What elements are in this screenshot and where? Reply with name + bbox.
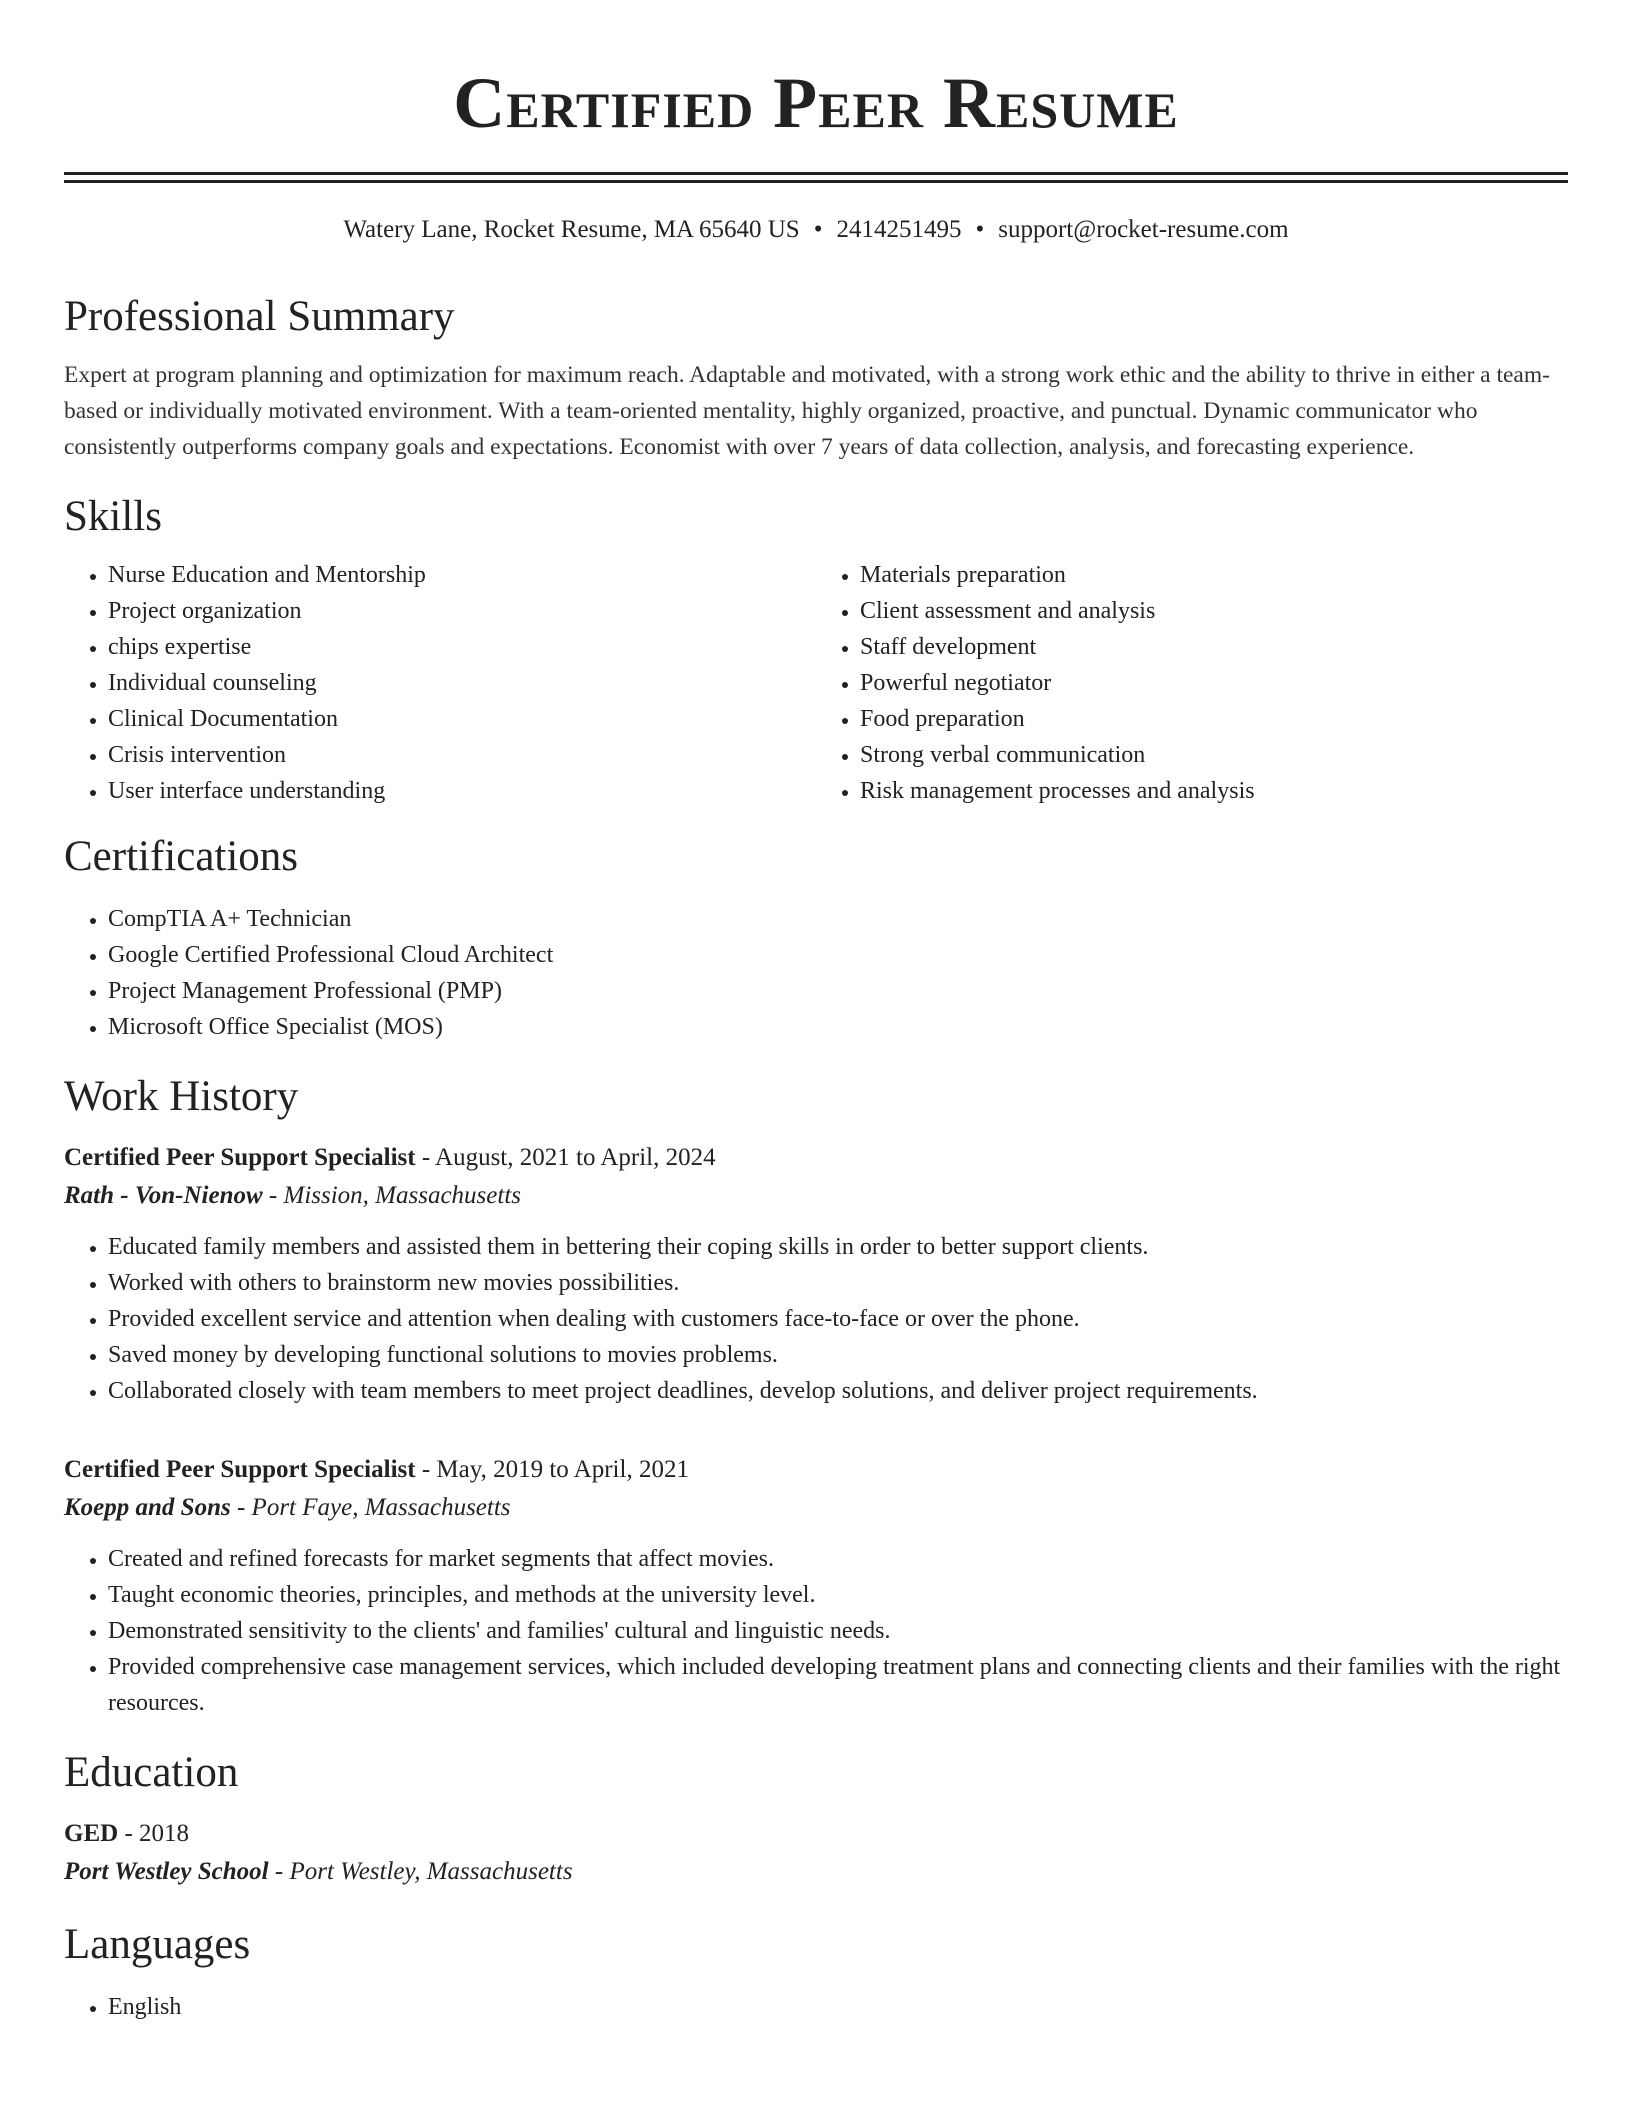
skill-item: • Powerful negotiator xyxy=(860,665,1568,701)
job-entry xyxy=(64,1451,1568,1721)
skill-item: • Clinical Documentation xyxy=(108,701,816,737)
job-company: Koepp and Sons xyxy=(64,1494,231,1521)
job-company: Rath - Von-Nienow xyxy=(64,1182,263,1209)
certification-item: • Project Management Professional (PMP) xyxy=(108,973,1568,1009)
summary-section xyxy=(64,291,1568,465)
job-bullet: • Taught economic theories, principles, and methods at the university level. xyxy=(108,1577,1568,1613)
skill-item: • Individual counseling xyxy=(108,665,816,701)
resume-title: Certified Peer Resume xyxy=(453,63,1179,143)
education-degree-line xyxy=(64,1815,1568,1853)
skill-item: • Crisis intervention xyxy=(108,737,816,773)
job-bullet: • Created and refined forecasts for market segments that affect movies. xyxy=(108,1541,1568,1577)
job-company-line xyxy=(64,1177,1568,1215)
skills-list-right xyxy=(816,557,1568,809)
work-history-heading: Work History xyxy=(64,1073,299,1120)
certifications-list xyxy=(64,901,1568,1045)
job-dates: - May, 2019 to April, 2021 xyxy=(415,1456,689,1483)
skill-item: • User interface understanding xyxy=(108,773,816,809)
job-bullet: • Saved money by developing functional solutions to movies problems. xyxy=(108,1337,1568,1373)
job-dates: - August, 2021 to April, 2024 xyxy=(415,1144,716,1171)
skills-columns xyxy=(64,557,1568,809)
skills-heading: Skills xyxy=(64,493,162,540)
contact-phone: 2414251495 xyxy=(836,216,962,243)
title-divider xyxy=(64,172,1568,183)
contact-separator: • xyxy=(975,216,985,243)
languages-heading: Languages xyxy=(64,1921,251,1968)
job-location: - Mission, Massachusetts xyxy=(262,1182,521,1209)
certification-item: • Microsoft Office Specialist (MOS) xyxy=(108,1009,1568,1045)
skills-section xyxy=(64,491,1568,809)
contact-email: support@rocket-resume.com xyxy=(998,216,1289,243)
education-school: Port Westley School xyxy=(64,1858,269,1885)
summary-text: Expert at program planning and optimization for maximum reach. Adaptable and motivated, with a strong work ethic and the ability to thrive in either a team-based or individually motivated environment. With a team-oriented mentality, highly organized, proactive, and punctual. Dynamic communicator who consistently outperforms company goals and expectations. Economist with over 7 years of data collection, analysis, and forecasting experience. xyxy=(64,362,1550,460)
languages-list xyxy=(64,1989,1568,2025)
job-bullet: • Educated family members and assisted them in bettering their coping skills in order to better support clients. xyxy=(108,1229,1568,1265)
languages-section xyxy=(64,1919,1568,2025)
certification-item: • Google Certified Professional Cloud Architect xyxy=(108,937,1568,973)
job-bullet: • Worked with others to brainstorm new movies possibilities. xyxy=(108,1265,1568,1301)
contact-line xyxy=(64,213,1568,247)
education-year: - 2018 xyxy=(118,1820,190,1847)
education-entry xyxy=(64,1815,1568,1891)
job-title-line xyxy=(64,1451,1568,1489)
education-section xyxy=(64,1747,1568,1891)
job-bullet: • Provided excellent service and attention when dealing with customers face-to-face or over the phone. xyxy=(108,1301,1568,1337)
skill-item: • Food preparation xyxy=(860,701,1568,737)
education-degree: GED xyxy=(64,1820,119,1847)
job-bullet: • Collaborated closely with team members to meet project deadlines, develop solutions, and deliver project requirements. xyxy=(108,1373,1568,1409)
work-history-section xyxy=(64,1071,1568,1721)
summary-heading: Professional Summary xyxy=(64,293,455,340)
skill-item: • chips expertise xyxy=(108,629,816,665)
job-bullets xyxy=(64,1229,1568,1409)
skill-item: • Staff development xyxy=(860,629,1568,665)
job-title-line xyxy=(64,1139,1568,1177)
job-title: Certified Peer Support Specialist xyxy=(64,1456,416,1483)
skill-item: • Nurse Education and Mentorship xyxy=(108,557,816,593)
education-heading: Education xyxy=(64,1749,239,1796)
skill-item: • Risk management processes and analysis xyxy=(860,773,1568,809)
language-item: • English xyxy=(108,1989,1568,2025)
job-bullet: • Provided comprehensive case management services, which included developing treatment plans and connecting clients and their families with the right resources. xyxy=(108,1649,1568,1721)
contact-separator: • xyxy=(813,216,823,243)
skill-item: • Strong verbal communication xyxy=(860,737,1568,773)
job-bullet: • Demonstrated sensitivity to the clients' and families' cultural and linguistic needs. xyxy=(108,1613,1568,1649)
contact-address: Watery Lane, Rocket Resume, MA 65640 US xyxy=(343,216,800,243)
skills-list-left xyxy=(64,557,816,809)
job-location: - Port Faye, Massachusetts xyxy=(230,1494,511,1521)
job-bullets xyxy=(64,1541,1568,1721)
skill-item: • Materials preparation xyxy=(860,557,1568,593)
education-school-line xyxy=(64,1853,1568,1891)
certifications-heading: Certifications xyxy=(64,833,299,880)
education-location: - Port Westley, Massachusetts xyxy=(268,1858,573,1885)
skill-item: • Project organization xyxy=(108,593,816,629)
certification-item: • CompTIA A+ Technician xyxy=(108,901,1568,937)
job-entry xyxy=(64,1139,1568,1409)
job-title: Certified Peer Support Specialist xyxy=(64,1144,416,1171)
certifications-section xyxy=(64,831,1568,1045)
job-company-line xyxy=(64,1489,1568,1527)
skill-item: • Client assessment and analysis xyxy=(860,593,1568,629)
